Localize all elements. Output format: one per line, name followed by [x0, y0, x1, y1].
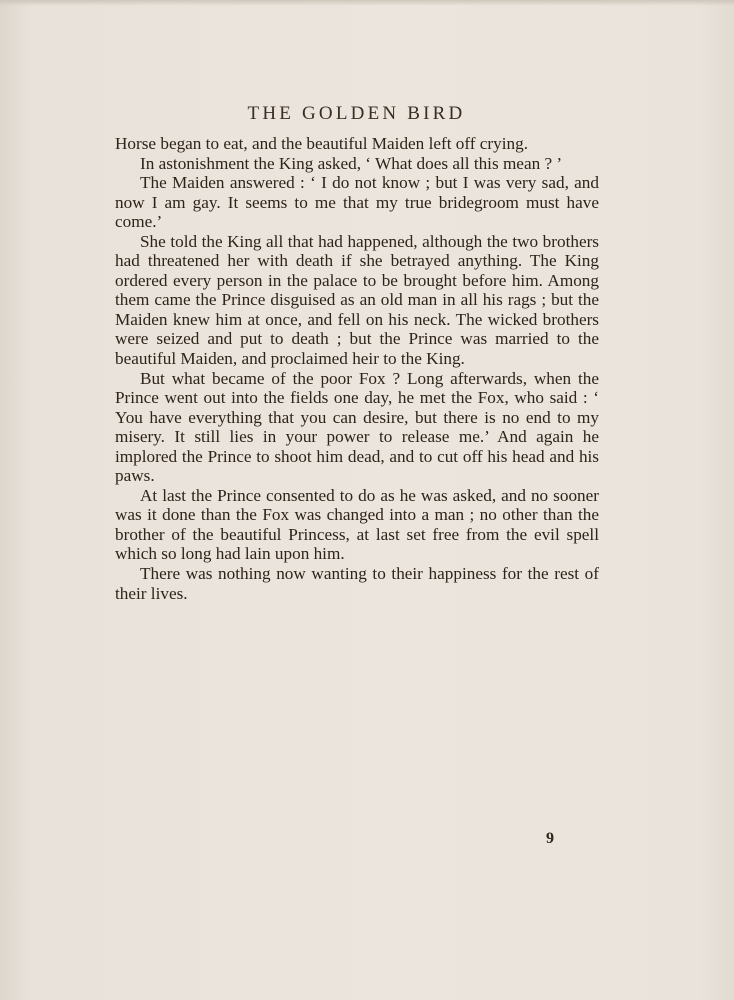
body-text [115, 134, 599, 603]
paragraph: Horse began to eat, and the beautiful Maiden left off crying. [115, 134, 528, 153]
page-number: 9 [546, 830, 554, 847]
paragraph: But what became of the poor Fox ? Long afterwards, when the Prince went out into the fields one day, he met the Fox, who said : ‘ You have everything that you can desire, but there is no end to my misery. It still lies in your power to release me.’ And again he implored the Prince to shoot him dead, and to cut off his head and his paws. [115, 368, 599, 486]
running-head: THE GOLDEN BIRD [247, 103, 466, 124]
paragraph: There was nothing now wanting to their happiness for the rest of their lives. [115, 564, 599, 603]
paragraph: At last the Prince consented to do as he was asked, and no sooner was it done than the Fox was changed into a man ; no other than the brother of the beautiful Princess, at last set free from the evil spell which so long had lain upon him. [115, 485, 599, 564]
page-edge-shadow [0, 0, 734, 6]
paragraph: She told the King all that had happened, although the two brothers had threatened her with death if she betrayed anything. The King ordered every person in the palace to be brought before him. Among them came the Prince disguised as an old man in all his rags ; but the Maiden knew him at once, and fell on his neck. The wicked brothers were seized and put to death ; but the Prince was married to the beautiful Maiden, and proclaimed heir to the King. [115, 231, 599, 369]
paragraph: The Maiden answered : ‘ I do not know ; but I was very sad, and now I am gay. It seems to me that my true bridegroom must have come.’ [115, 173, 599, 232]
paragraph: In astonishment the King asked, ‘ What does all this mean ? ’ [140, 153, 563, 173]
